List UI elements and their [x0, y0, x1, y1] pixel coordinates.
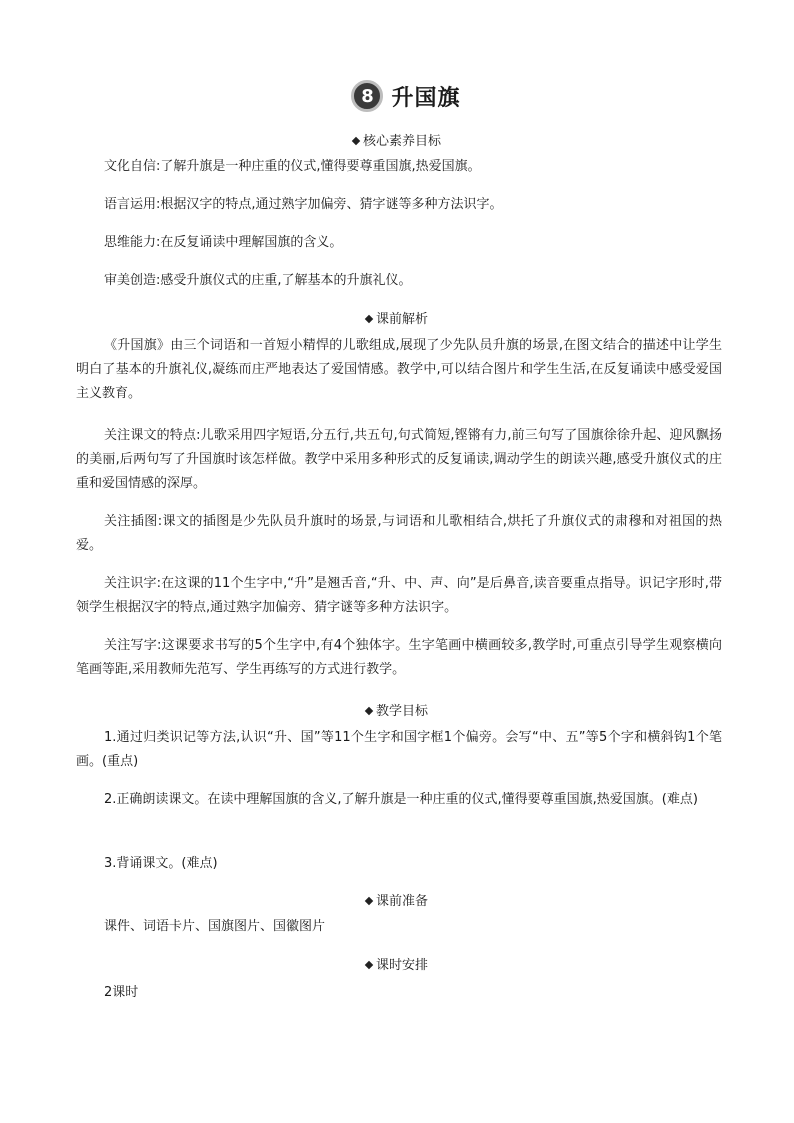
goal-item: 2.正确朗读课文。在读中理解国旗的含义,了解升旗是一种庄重的仪式,懂得要尊重国旗,热爱国旗。(难点) — [104, 792, 698, 807]
section-heading-text: 课时安排 — [375, 958, 428, 973]
section-heading-core — [0, 134, 794, 150]
analysis-paragraph: 关注写字:这课要求书写的5个生字中,有4个独体字。生字笔画中横画较多,教学时,可重点引导学生观察横向笔画等距,采用教师先范写、学生再练写的方式进行教学。 — [76, 638, 722, 677]
section-heading-prep — [0, 894, 794, 910]
core-item-culture: 文化自信:了解升旗是一种庄重的仪式,懂得要尊重国旗,热爱国旗。 — [104, 159, 481, 174]
goal-item: 3.背诵课文。(难点) — [104, 856, 218, 871]
analysis-paragraph: 《升国旗》由三个词语和一首短小精悍的儿歌组成,展现了少先队员升旗的场景,在图文结合的描述中让学生明白了基本的升旗礼仪,凝练而庄严地表达了爱国情感。教学中,可以结合图片和学生生活,在反复诵读中感受爱国主义教育。 — [76, 338, 722, 401]
core-item-thinking: 思维能力:在反复诵读中理解国旗的含义。 — [104, 235, 343, 250]
section-heading-goals — [0, 704, 794, 720]
section-heading-text: 课前解析 — [375, 312, 428, 327]
core-item-language: 语言运用:根据汉字的特点,通过熟字加偏旁、猜字谜等多种方法识字。 — [104, 197, 503, 212]
prep-materials: 课件、词语卡片、国旗图片、国徽图片 — [104, 919, 326, 934]
analysis-paragraph: 关注课文的特点:儿歌采用四字短语,分五行,共五句,句式简短,铿锵有力,前三句写了国旗徐徐升起、迎风飘扬的美丽,后两句写了升国旗时该怎样做。教学中采用多种形式的反复诵读,调动学生的朗读兴趣,感受升旗仪式的庄重和爱国情感的深厚。 — [76, 428, 722, 491]
lesson-title: 升国旗 — [391, 85, 461, 111]
section-heading-text: 核心素养目标 — [362, 134, 441, 149]
lesson-title-bar — [0, 80, 794, 116]
section-heading-analysis — [0, 312, 794, 328]
core-item-aesthetic: 审美创造:感受升旗仪式的庄重,了解基本的升旗礼仪。 — [104, 273, 412, 288]
analysis-paragraph: 关注插图:课文的插图是少先队员升旗时的场景,与词语和儿歌相结合,烘托了升旗仪式的肃穆和对祖国的热爱。 — [76, 514, 722, 553]
lesson-number-badge: 8 — [351, 80, 383, 112]
section-heading-schedule — [0, 958, 794, 974]
goal-item: 1.通过归类识记等方法,认识“升、国”等11个生字和国字框1个偏旁。会写“中、五”等5个字和横斜钩1个笔画。(重点) — [76, 730, 722, 769]
schedule-text: 2课时 — [104, 985, 139, 1000]
analysis-paragraph: 关注识字:在这课的11个生字中,“升”是翘舌音,“升、中、声、向”是后鼻音,读音要重点指导。识记字形时,带领学生根据汉字的特点,通过熟字加偏旁、猜字谜等多种方法识字。 — [76, 576, 722, 615]
diamond-bullet-icon — [365, 897, 373, 905]
section-heading-text: 教学目标 — [375, 704, 428, 719]
diamond-bullet-icon — [365, 961, 373, 969]
diamond-bullet-icon — [365, 707, 373, 715]
diamond-bullet-icon — [365, 315, 373, 323]
diamond-bullet-icon — [352, 137, 360, 145]
section-heading-text: 课前准备 — [375, 894, 428, 909]
